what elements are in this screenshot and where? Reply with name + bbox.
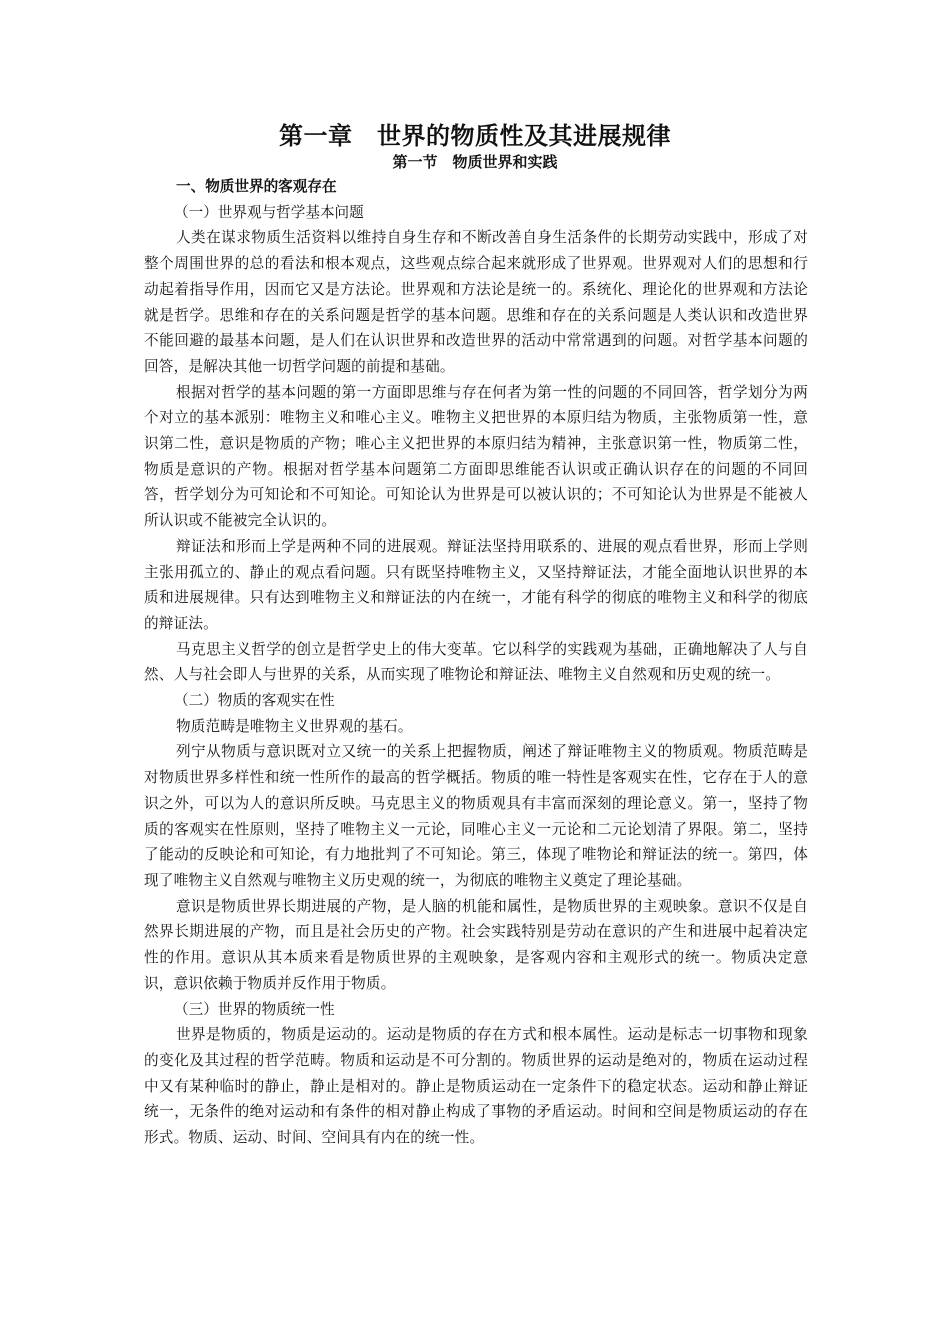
- subheading-3: （三）世界的物质统一性: [174, 1000, 335, 1018]
- paragraph-7: 意识是物质世界长期进展的产物，是人脑的机能和属性，是物质世界的主观映象。意识不仅是自然界长期进展的产物，而且是社会历史的产物。社会实践特别是劳动在意识的产生和进展中起着决定性的作用。意识从其本质来看是物质世界的主观映象，是客观内容和主观形式的统一。物质决定意识，意识依赖于物质并反作用于物质。: [144, 897, 808, 992]
- paragraph-2: 根据对哲学的基本问题的第一方面即思维与存在何者为第一性的问题的不同回答，哲学划分为两个对立的基本派别：唯物主义和唯心主义。唯物主义把世界的本原归结为物质，主张物质第一性，意识第二性，意识是物质的产物；唯心主义把世界的本原归结为精神，主张意识第一性，物质第二性，物质是意识的产物。根据对哲学基本问题第二方面即思维能否认识或正确认识存在的问题的不同回答，哲学划分为可知论和不可知论。可知论认为世界是可以被认识的；不可知论认为世界是不能被人所认识或不能被完全认识的。: [144, 383, 808, 530]
- heading-1: 一、物质世界的客观存在: [176, 178, 337, 195]
- paragraph-6: 列宁从物质与意识既对立又统一的关系上把握物质，阐述了辩证唯物主义的物质观。物质范畴是对物质世界多样性和统一性所作的最高的哲学概括。物质的唯一特性是客观实在性，它存在于人的意识之外，可以为人的意识所反映。马克思主义的物质观具有丰富而深刻的理论意义。第一，坚持了物质的客观实在性原则，坚持了唯物主义一元论，同唯心主义一元论和二元论划清了界限。第二，坚持了能动的反映论和可知论，有力地批判了不可知论。第三，体现了唯物论和辩证法的统一。第四，体现了唯物主义自然观与唯物主义历史观的统一，为彻底的唯物主义奠定了理论基础。: [144, 743, 808, 889]
- paragraph-4: 马克思主义哲学的创立是哲学史上的伟大变革。它以科学的实践观为基础，正确地解决了人与自然、人与社会即人与世界的关系，从而实现了唯物论和辩证法、唯物主义自然观和历史观的统一。: [144, 640, 808, 684]
- section-title: 第一节 物质世界和实践: [392, 153, 558, 171]
- subheading-1: （一）世界观与哲学基本问题: [174, 203, 364, 221]
- subheading-2: （二）物质的客观实在性: [174, 692, 335, 710]
- document-body: [144, 174, 808, 1151]
- chapter-title: 第一章 世界的物质性及其进展规律: [279, 122, 671, 150]
- paragraph-8: 世界是物质的，物质是运动的。运动是物质的存在方式和根本属性。运动是标志一切事物和现象的变化及其过程的哲学范畴。物质和运动是不可分割的。物质世界的运动是绝对的，物质在运动过程中又有某种临时的静止，静止是相对的。静止是物质运动在一定条件下的稳定状态。运动和静止辩证统一，无条件的绝对运动和有条件的相对静止构成了事物的矛盾运动。时间和空间是物质运动的存在形式。物质、运动、时间、空间具有内在的统一性。: [144, 1026, 808, 1147]
- paragraph-3: 辩证法和形而上学是两种不同的进展观。辩证法坚持用联系的、进展的观点看世界，形而上学则主张用孤立的、静止的观点看问题。只有既坚持唯物主义，又坚持辩证法，才能全面地认识世界的本质和进展规律。只有达到唯物主义和辩证法的内在统一，才能有科学的彻底的唯物主义和科学的彻底的辩证法。: [144, 537, 808, 632]
- paragraph-5: 物质范畴是唯物主义世界观的基石。: [176, 717, 413, 735]
- paragraph-1: 人类在谋求物质生活资料以维持自身生存和不断改善自身生活条件的长期劳动实践中，形成了对整个周围世界的总的看法和根本观点，这些观点综合起来就形成了世界观。世界观对人们的思想和行动起着指导作用，因而它又是方法论。世界观和方法论是统一的。系统化、理论化的世界观和方法论就是哲学。思维和存在的关系问题是哲学的基本问题。思维和存在的关系问题是人类认识和改造世界不能回避的最基本问题，是人们在认识世界和改造世界的活动中常常遇到的问题。对哲学基本问题的回答，是解决其他一切哲学问题的前提和基础。: [144, 229, 808, 375]
